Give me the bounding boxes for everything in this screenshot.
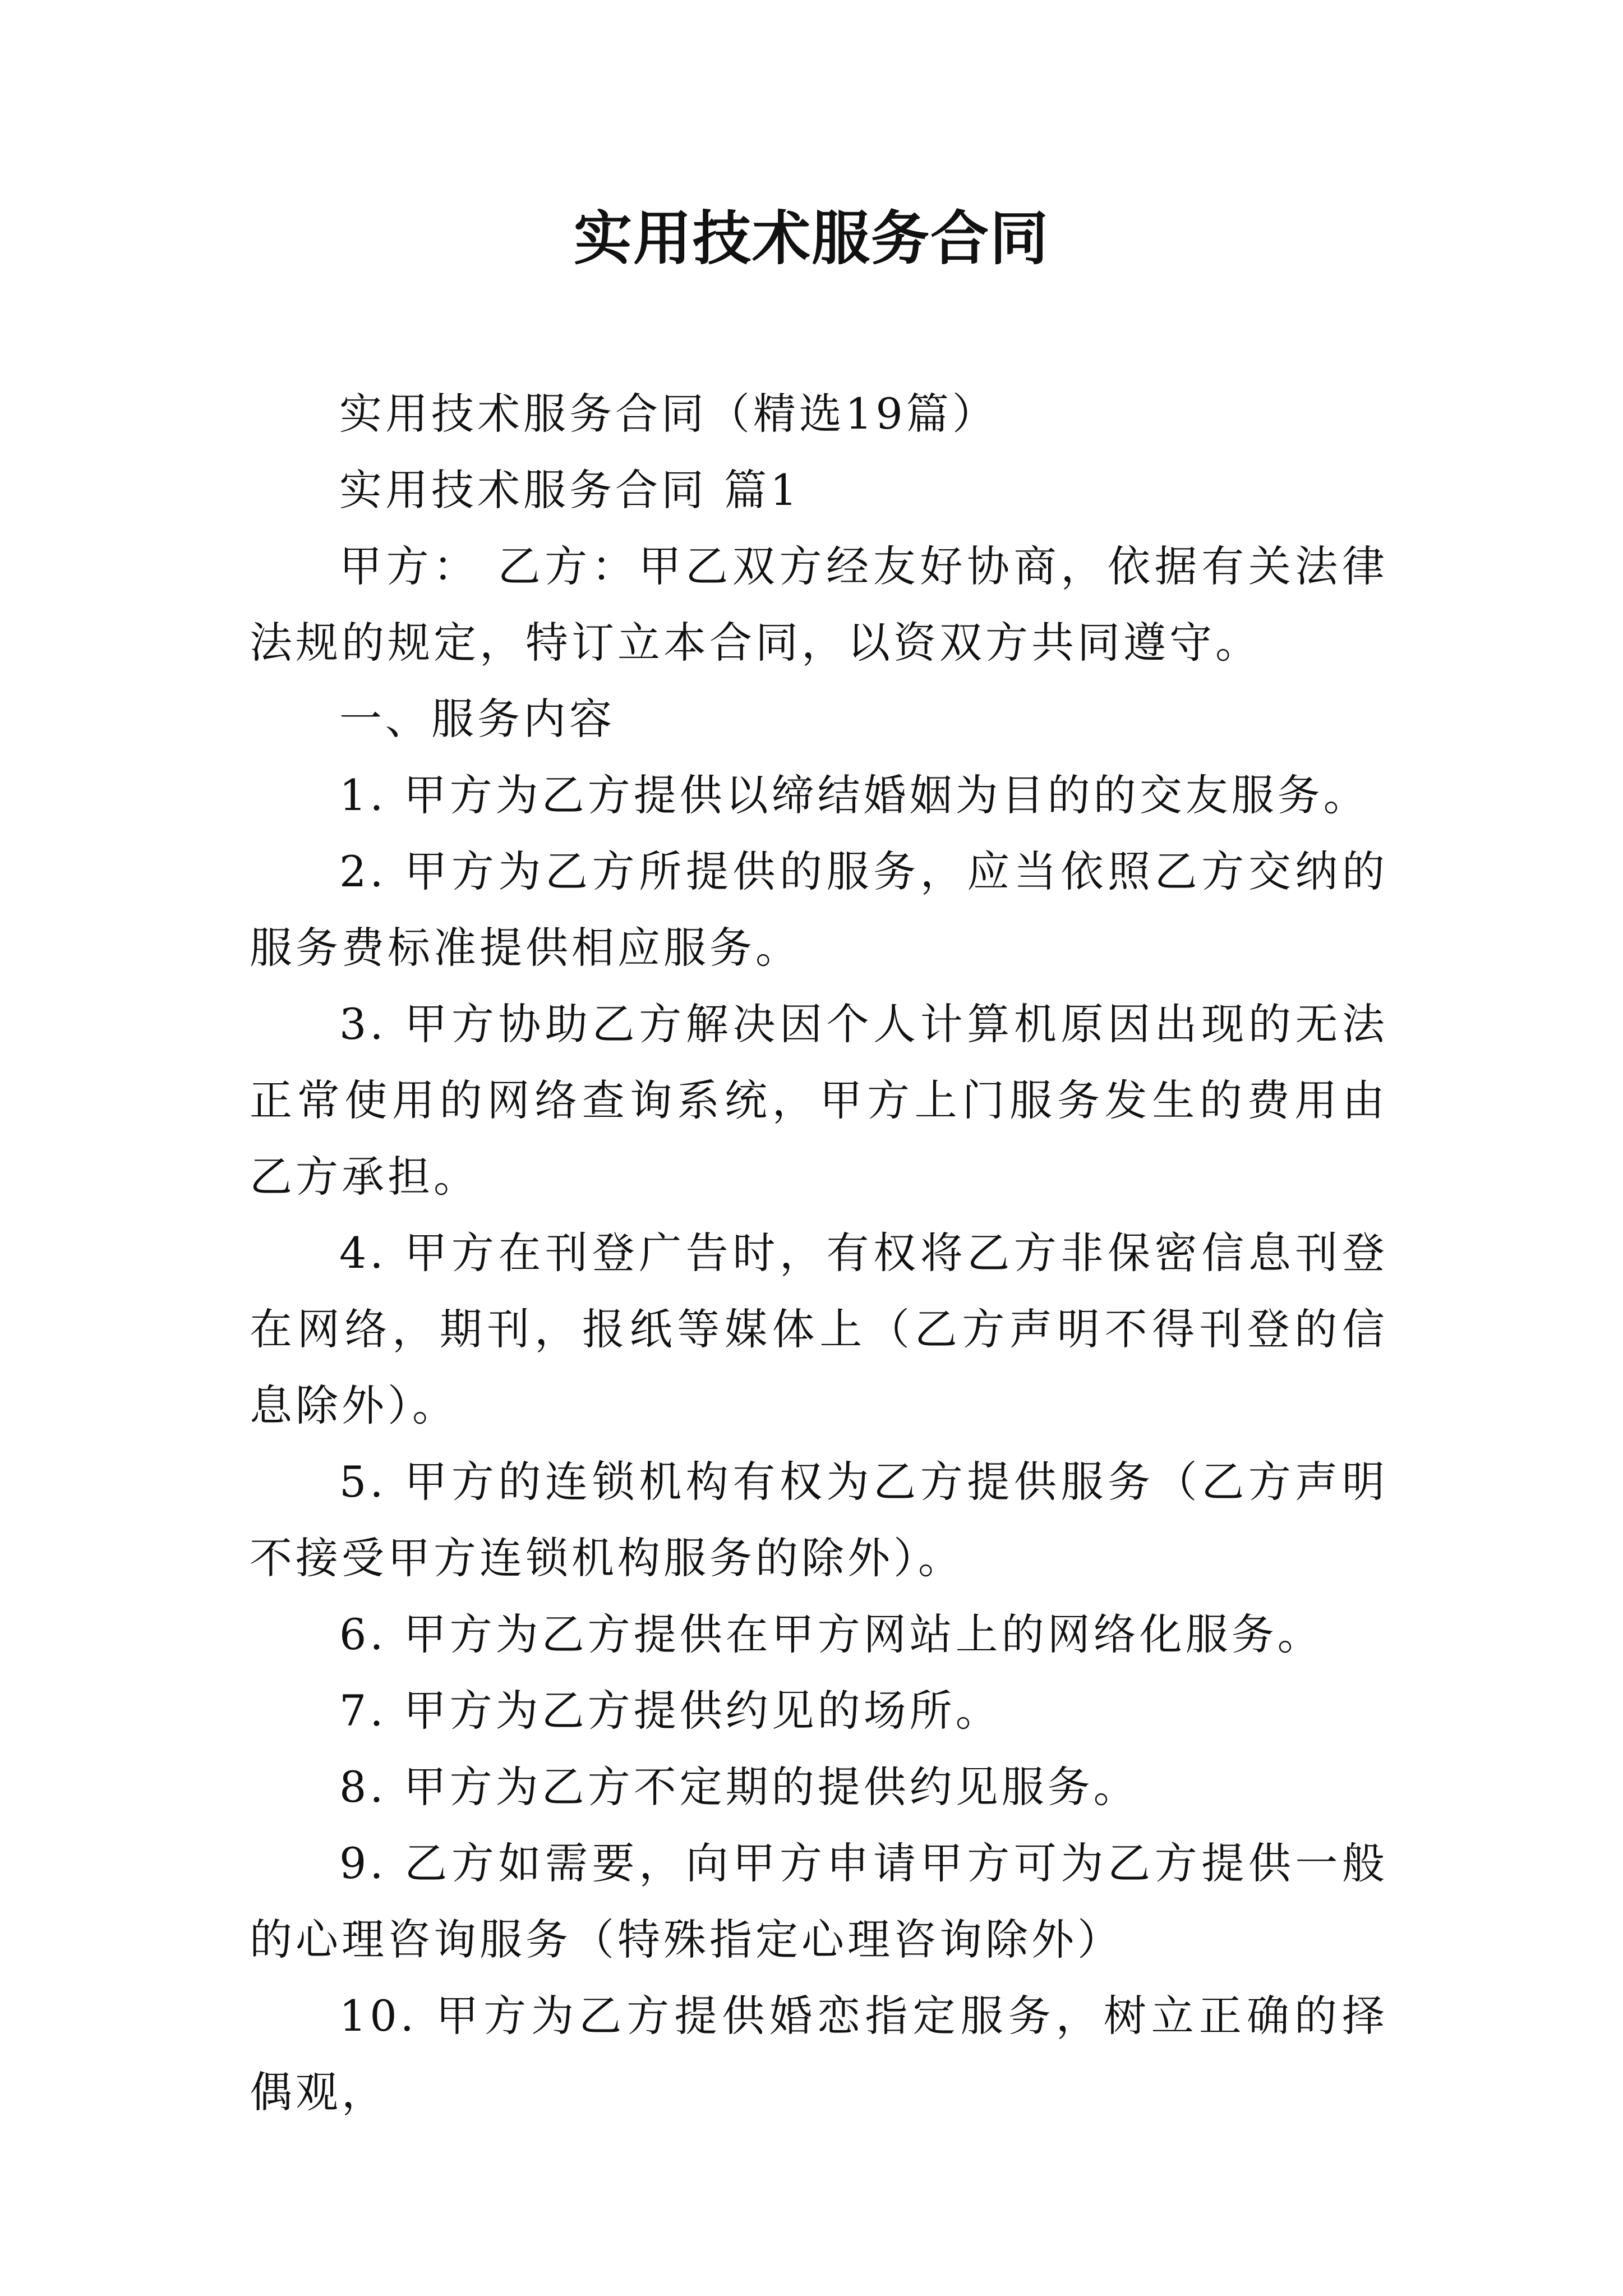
document-body — [250, 376, 1388, 2131]
paragraph-item-10: 10. 甲方为乙方提供婚恋指定服务，树立正确的择偶观， — [250, 1991, 1388, 2117]
paragraph-item-8: 8. 甲方为乙方不定期的提供约见服务。 — [339, 1762, 1140, 1812]
paragraph-service-content-heading: 一、服务内容 — [339, 694, 615, 744]
paragraph-item-4: 4. 甲方在刊登广告时，有权将乙方非保密信息刊登在网络，期刊，报纸等媒体上（乙方声明不得刊登的信息除外）。 — [250, 1228, 1388, 1430]
paragraph-item-1: 1. 甲方为乙方提供以缔结婚姻为目的的交友服务。 — [339, 770, 1370, 820]
document-title: 实用技术服务合同 — [573, 204, 1049, 273]
paragraph-item-6: 6. 甲方为乙方提供在甲方网站上的网络化服务。 — [339, 1609, 1324, 1659]
paragraph-item-2: 2. 甲方为乙方所提供的服务，应当依照乙方交纳的服务费标准提供相应服务。 — [250, 846, 1388, 973]
paragraph-parties: 甲方： 乙方：甲乙双方经友好协商，依据有关法律法规的规定，特订立本合同，以资双方共同遵守。 — [250, 541, 1388, 668]
paragraph-item-5: 5. 甲方的连锁机构有权为乙方提供服务（乙方声明不接受甲方连锁机构服务的除外）。 — [250, 1457, 1388, 1583]
paragraph-item-3: 3. 甲方协助乙方解决因个人计算机原因出现的无法正常使用的网络查询系统，甲方上门服务发生的费用由乙方承担。 — [250, 999, 1388, 1202]
paragraph-item-9: 9. 乙方如需要，向甲方申请甲方可为乙方提供一般的心理咨询服务（特殊指定心理咨询除外） — [250, 1838, 1388, 1964]
paragraph-section-heading: 实用技术服务合同 篇1 — [339, 465, 801, 515]
paragraph-item-7: 7. 甲方为乙方提供约见的场所。 — [339, 1686, 1002, 1736]
paragraph-subtitle: 实用技术服务合同（精选19篇） — [339, 389, 998, 439]
